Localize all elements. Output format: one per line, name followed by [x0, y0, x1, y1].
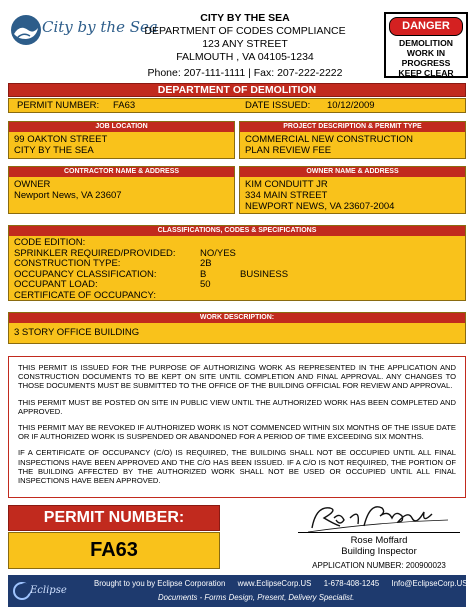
classification-label: CERTIFICATE OF OCCUPANCY: [14, 289, 156, 301]
classifications-header: CLASSIFICATIONS, CODES & SPECIFICATIONS [9, 226, 465, 236]
legal-paragraph-2: THIS PERMIT MUST BE POSTED ON SITE IN PUBLIC VIEW UNTIL THE AUTHORIZED WORK HAS BEEN COMPLETED AND APPROVED. [18, 397, 456, 416]
footer-tagline: Documents - Forms Design, Present, Delivery Specialist. [158, 593, 355, 602]
danger-sign [384, 12, 468, 78]
classification-label: OCCUPANCY CLASSIFICATION: [14, 268, 157, 280]
job-location-line-1: 99 OAKTON STREET [14, 134, 108, 145]
application-number: APPLICATION NUMBER: 200900023 [312, 561, 446, 570]
inspector-block [298, 535, 460, 557]
classification-label: CODE EDITION: [14, 237, 86, 248]
legal-terms [8, 356, 466, 498]
classification-value: NO/YES [200, 247, 236, 259]
permit-row [8, 98, 466, 113]
classification-label: OCCUPANT LOAD: [14, 279, 98, 291]
classification-label: SPRINKLER REQUIRED/PROVIDED: [14, 247, 176, 259]
owner-line-2: 334 MAIN STREET [245, 190, 328, 201]
phone-fax: Phone: 207-111-1111 | Fax: 207-222-2222 [147, 67, 343, 79]
project-line-1: COMMERCIAL NEW CONSTRUCTION [245, 134, 414, 145]
inspector-signature [298, 500, 458, 536]
permit-number-large: FA63 [8, 532, 220, 569]
permit-number-banner: PERMIT NUMBER: [8, 505, 220, 531]
date-issued-label: DATE ISSUED: [245, 100, 311, 111]
classification-value: B [200, 268, 207, 280]
classifications-list [9, 236, 465, 304]
contractor-header: CONTRACTOR NAME & ADDRESS [9, 167, 234, 177]
eclipse-logo [12, 578, 67, 604]
classification-extra: BUSINESS [240, 268, 289, 280]
job-location-line-2: CITY BY THE SEA [14, 145, 94, 156]
contractor-line-1: OWNER [14, 179, 51, 190]
inspector-name: Rose Moffard [350, 535, 408, 546]
owner-text [240, 177, 465, 214]
danger-line-2: WORK IN PROGRESS [401, 48, 451, 68]
legal-paragraph-1: THIS PERMIT IS ISSUED FOR THE PURPOSE OF AUTHORIZING WORK AS REPRESENTED IN THE APPLICATION AND CONSTRUCTION DOCUMENTS TO BE KEPT ON SITE UNTIL COMPLETION AND FINAL APPROVAL. ANY CHANGES TO THOSE DOCUMENTS MUST BE SUBMITTED TO THE OFFICE OF THE BUILDING OFFICIAL FOR REVIEW AND APPROVAL. [18, 363, 456, 391]
contractor-box [8, 166, 235, 214]
contractor-text [9, 177, 234, 203]
brought-by: Brought to you by Eclipse Corporation [94, 579, 226, 588]
danger-title: DANGER [389, 17, 463, 36]
danger-text [386, 38, 466, 78]
owner-header: OWNER NAME & ADDRESS [240, 167, 465, 177]
eclipse-logo-icon [12, 581, 32, 601]
city-name: CITY BY THE SEA [200, 12, 290, 24]
project-description-box [239, 121, 466, 159]
footer-contact-line [94, 579, 467, 588]
project-line-2: PLAN REVIEW FEE [245, 145, 332, 156]
owner-box [239, 166, 466, 214]
owner-line-3: NEWPORT NEWS, VA 23607-2004 [245, 201, 395, 212]
footer-email[interactable]: Info@EclipseCorp.US [391, 579, 468, 588]
work-description-header: WORK DESCRIPTION: [9, 313, 465, 323]
street-address: 123 ANY STREET [202, 38, 288, 50]
classification-value: 50 [200, 279, 211, 291]
signature-scribble-icon [298, 500, 458, 536]
job-location-text [9, 132, 234, 158]
signature-text [298, 500, 299, 501]
contractor-line-2: Newport News, VA 23607 [14, 190, 122, 201]
project-description-header: PROJECT DESCRIPTION & PERMIT TYPE [240, 122, 465, 132]
danger-line-3: KEEP CLEAR [398, 68, 454, 78]
city-address: FALMOUTH , VA 04105-1234 [176, 51, 314, 63]
logo-text: City by the Sea [42, 18, 158, 36]
job-location-box [8, 121, 235, 159]
project-description-text [240, 132, 465, 158]
department-title-band: DEPARTMENT OF DEMOLITION [8, 83, 466, 97]
legal-paragraph-4: IF A CERTIFICATE OF OCCUPANCY (C/O) IS REQUIRED, THE BUILDING SHALL NOT BE OCCUPIED UNTIL ALL FINAL INSPECTIONS HAVE BEEN APPROVED AND THE C/O HAS BEEN ISSUED. IF A C/O IS NOT REQUIRED, THE PORTION OF THE BUILDING AFFECTED BY THE AUTHORIZED WORK SHALL NOT BE USED OR OCCUPIED UNTIL ALL FINAL INSPECTIONS HAVE BEEN APPROVED. [18, 448, 456, 486]
classification-value: 2B [200, 258, 212, 270]
job-location-header: JOB LOCATION [9, 122, 234, 132]
legal-paragraph-3: THIS PERMIT MAY BE REVOKED IF AUTHORIZED WORK IS NOT COMMENCED WITHIN SIX MONTHS OF THE ISSUE DATE OR IF AUTHORIZED WORK IS SUSPENDED OR ABANDONED FOR A PERIOD OF TIME EXCEEDING SIX MONTHS. [18, 423, 456, 442]
eclipse-logo-text: Eclipse [30, 585, 67, 596]
classification-row [14, 291, 460, 302]
danger-line-1: DEMOLITION [399, 38, 453, 48]
inspector-title: Building Inspector [341, 546, 417, 557]
classifications-box [8, 225, 466, 301]
date-issued-value: 10/12/2009 [327, 100, 375, 111]
footer-website[interactable]: www.EclipseCorp.US [237, 579, 312, 588]
permit-number-value: FA63 [113, 100, 136, 111]
footer-bar [8, 575, 466, 607]
work-description-text: 3 STORY OFFICE BUILDING [14, 327, 140, 338]
signature-line [298, 532, 460, 533]
department-name: DEPARTMENT OF CODES COMPLIANCE [144, 25, 346, 37]
classification-label: CONSTRUCTION TYPE: [14, 258, 121, 270]
permit-number-label: PERMIT NUMBER: [17, 100, 100, 111]
owner-line-1: KIM CONDUITT JR [245, 179, 328, 190]
footer-phone: 1-678-408-1245 [323, 579, 380, 588]
work-description-box [8, 312, 466, 344]
